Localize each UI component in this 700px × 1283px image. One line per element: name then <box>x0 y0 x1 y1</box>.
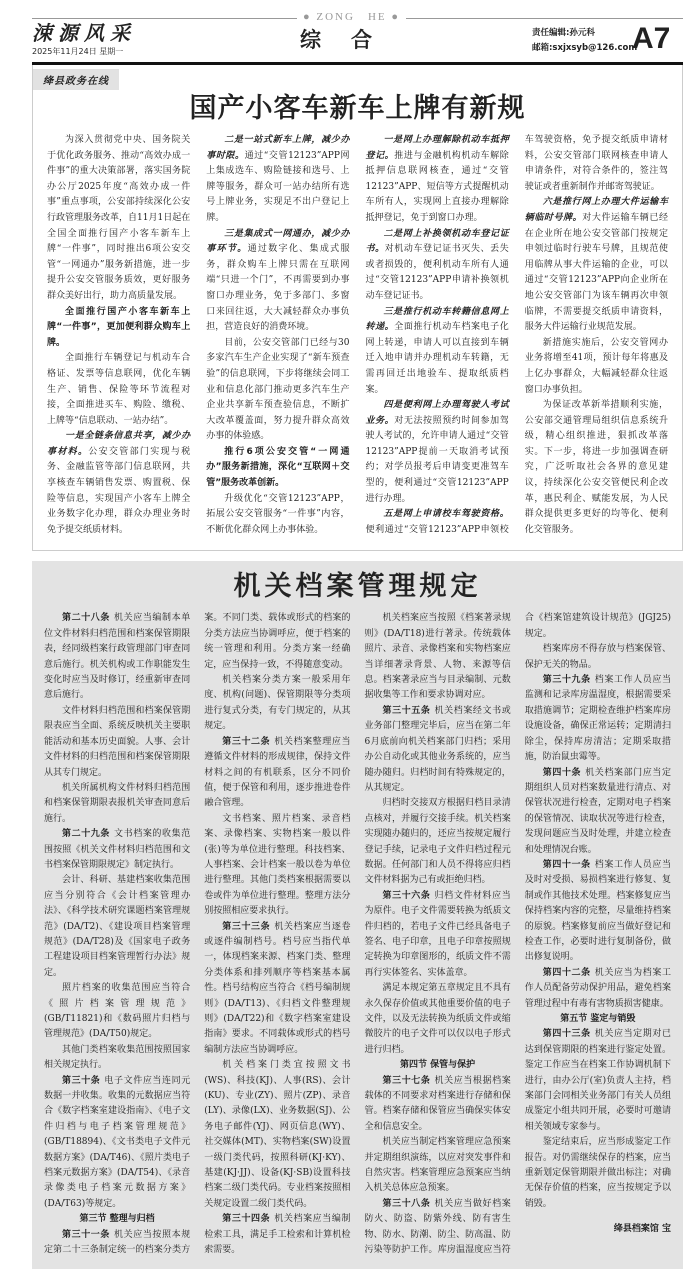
paragraph <box>204 735 350 812</box>
paragraph-text: 文书档案、照片档案、录音档案、录像档案、实物档案一般以件(张)等为单位进行整理。科技档案、人事档案、会计档案一般以卷为单位进行整理。其他门类档案根据需要以卷或件为单位进行整理。整理方法分别按照相应要求执行。 <box>204 813 351 917</box>
section-heading: 第四节 保管与保护 <box>400 1060 476 1071</box>
section-heading: 第五节 鉴定与销毁 <box>560 1014 636 1024</box>
paragraph <box>44 981 190 1043</box>
subheading: 推行6项公安交管“一网通办”服务新措施，深化“互联网＋交管”服务改革创新。 <box>206 446 350 489</box>
paragraph <box>366 227 509 305</box>
paragraph <box>206 133 349 227</box>
paragraph <box>204 1058 350 1212</box>
paragraph-text: 机关档案部门应当定期组织人员对档案数量进行清点、对保管状况进行检查，定期对电子档案的保管情况、读取状况等进行检查，发现问题应当及时处理，并建立检查和处理情况台账。 <box>524 767 671 855</box>
issue-date: 2025年11月24日 星期一 <box>32 47 124 56</box>
paragraph <box>365 1135 511 1197</box>
paragraph <box>525 966 671 1012</box>
paragraph <box>525 858 671 966</box>
paragraph-text: 全面推行车辆登记与机动车合格证、发票等信息联网，优化车辆生产、销售、保险等环节流程对接，全面推进买车、购险、缴税、上牌等“信息联动、一站办结”。 <box>47 353 191 426</box>
paragraph-lead: 第三十六条 <box>382 890 431 901</box>
article-car-plates <box>32 65 683 551</box>
paragraph-lead: 五是网上申请校车驾驶资格。 <box>383 509 509 520</box>
editor-email: 邮箱:sxjxsyb@126.com <box>532 43 638 53</box>
paragraph-text: 电子文件应当连同元数据一并收集。收集的元数据应当符合《数字档案室建设指南》、《电子文件归档与电子档案管理规范》(GB/T18894)、《文书类电子文件元数据方案》(DA/T46)、《照片类电子档案元数据方案》(DA/T54)、《录音录像类电子档案元数据方案》(DA/T63)等规定。 <box>44 1075 191 1209</box>
paragraph <box>206 227 349 336</box>
paragraph-lead: 三是集成式一网通办，减少办事环节。 <box>206 228 350 255</box>
paragraph-text: 通过“交管12123”APP网上集成选车、购险链接和选号、上牌等服务，群众可一站办结所有选号上牌业务，实现足不出户登记上牌。 <box>206 150 350 223</box>
paragraph-text: 文件材料归档范围和档案保管期限表应当全面、系统反映机关主要职能活动和基本历史面貌。人事、会计文件材料的归档范围和档案保管期限从其专门规定。 <box>44 705 191 778</box>
paragraph-lead: 第三十四条 <box>222 1214 271 1225</box>
paragraph <box>365 796 511 888</box>
paragraph <box>204 812 350 920</box>
paragraph-lead: 第三十八条 <box>382 1198 431 1209</box>
paragraph-text: 档案工作人员应当监测和记录库房温湿度，根据需要采取措施调节；定期检查维护档案库房设施设备，确保正常运转；定期清扫除尘，保持库房清洁；定期采取措施，防治鼠虫霉等。 <box>524 675 671 763</box>
article-body <box>44 611 671 1258</box>
article-title: 机关档案管理规定 <box>233 571 482 603</box>
paragraph <box>365 981 511 1058</box>
paragraph <box>44 1043 190 1074</box>
section-name: 综合 <box>300 27 402 52</box>
masthead: 涑源风采 <box>32 22 140 44</box>
paragraph-text: 机关应当定期对已达到保管期限的档案进行鉴定处置。鉴定工作应当在档案工作协调机制下进行，由办公厅(室)负责人主持，档案部门会同相关业务部门有关人员组成鉴定小组共同开展，必要时可邀请相关领域专家参与。 <box>524 1029 671 1132</box>
paragraph <box>47 429 190 538</box>
paragraph-lead: 第三十条 <box>62 1075 101 1086</box>
paragraph <box>365 1074 511 1136</box>
paragraph <box>206 336 349 445</box>
paragraph-text: 目前，公安交管部门已经与30多家汽车生产企业实现了“新车预查验”的信息联网，下步将继续会同工业和信息化部门推动更多汽车生产企业共享新车预查验信息，不断扩大改革覆盖面，努力提升群众高效办事的体验感。 <box>206 337 350 442</box>
paragraph <box>365 704 511 796</box>
paragraph-lead: 第三十七条 <box>382 1075 431 1086</box>
paragraph-lead: 第三十一条 <box>62 1229 111 1240</box>
paragraph-lead: 第三十三条 <box>222 921 271 932</box>
subheading: 全面推行国产小客车新车上牌“一件事”，更加便利群众购车上牌。 <box>47 306 191 348</box>
paragraph-text: 机关档案经文书或业务部门整理完毕后，应当在第二年6月底前向机关档案部门归档；采用办公自动化或其他业务系统的，应当随办随归。归档时间有特殊规定的，从其规定。 <box>364 705 511 793</box>
paragraph-lead: 四是便利网上办理驾驶人考试业务。 <box>365 400 509 426</box>
paragraph-lead: 一是网上办理解除机动车抵押登记。 <box>365 135 509 161</box>
paragraph-text: 机关应当做好档案防火、防盗、防紫外线、防有害生物、防水、防潮、防尘、防高温、防污染等防护工作。库房温湿度应当符合《档案馆建筑设计规范》(JGJ25)规定。 <box>364 613 671 1256</box>
paragraph-text: 档案工作人员应当及时对受损、易损档案进行修复、复制或作其他技术处理。档案修复应当保持档案内容的完整，尽量维持档案的原貌。档案修复前应当做好登记和检查工作，必要时进行复制备份，做出修复说明。 <box>524 859 671 963</box>
paragraph-lead: 第三十二条 <box>222 736 271 747</box>
paragraph-text: 机关所属机构文件材料归档范围和档案保管期限表报机关审查同意后施行。 <box>44 782 191 824</box>
page-number: A7 <box>632 22 671 55</box>
paragraph-text: 公安交管部门实现与税务、金融监管等部门信息联网，共享核查车辆销售发票、购置税、保险等信息，实现国产小客车上牌全业务数字化办理，群众办理业务时免予提交纸质材料。 <box>47 446 191 535</box>
paragraph-lead: 第三十五条 <box>382 705 431 716</box>
column-tag: 绛县政务在线 <box>33 69 119 90</box>
paragraph-text: 机关档案整理应当遵循文件材料的形成规律，保持文件材料之间的有机联系，区分不同价值，便于保管和利用，逐步推进卷件融合管理。 <box>204 736 351 809</box>
page-header <box>32 0 683 62</box>
paragraph-lead: 三是推行机动车转籍信息网上转递。 <box>365 306 509 333</box>
paragraph <box>204 673 350 735</box>
paragraph-text: 会计、科研、基建档案收集范围应当分别符合《会计档案管理办法》、《科学技术研究课题档案管理规范》(DA/T2)、《建设项目档案管理规范》(DA/T28)及《国家电子政务工程建设项目档案管理暂行办法》规定。 <box>44 875 191 978</box>
paragraph <box>366 133 509 227</box>
paragraph-text: 对大件运输车辆已经在企业所在地公安交管部门按规定申领过临时行驶车号牌，且规范使用临牌从事大件运输的企业，可以通过“交管12123”APP向企业所在地公安交管部门为该车辆再次申领临牌，不需要提交纸质申请资料，服务大件运输行业规范发展。 <box>524 212 668 333</box>
paragraph <box>206 492 349 539</box>
paragraph-lead: 第四十条 <box>542 767 582 778</box>
paragraph <box>366 398 509 507</box>
paragraph-text: 机关应当根据档案载体的不同要求对档案进行存储和保管。档案存储和保管应当确保实体安全和信息安全。 <box>364 1075 511 1132</box>
paragraph <box>525 1027 671 1135</box>
paragraph-lead: 二是网上补换领机动车登记证书。 <box>365 228 509 255</box>
paragraph <box>525 673 671 765</box>
paragraph-text: 机关应当编制本单位文件材料归档范围和档案保管期限表，经同级档案行政管理部门审查同意后施行。机关机构或工作职能发生变化时应当及时修订，经重新审查同意后施行。 <box>44 613 191 701</box>
paragraph-text: 通过数字化、集成式服务，群众购车上牌只需在互联网端“只进一个门”，不再需要到办事窗口办理业务，免于多部门、多窗口来回往返，大大减轻群众办事负担，营造良好的消费环境。 <box>206 244 350 333</box>
paragraph-lead: 第四十三条 <box>542 1029 591 1040</box>
byline: 绛县档案馆 宝 <box>613 1224 671 1235</box>
paragraph-text: 推进与金融机构机动车解除抵押信息联网核查，通过“交管12123”APP、短信等方式提醒机动车所有人，实现网上直接办理解除抵押登记，免于到窗口办理。 <box>365 150 509 223</box>
paragraph-lead: 第四十二条 <box>542 967 591 978</box>
editor-name: 责任编辑:孙元科 <box>532 28 595 38</box>
paragraph <box>204 1212 350 1258</box>
paragraph <box>44 781 190 827</box>
paragraph-text: 机关档案门类宜按照文书(WS)、科技(KJ)、人事(RS)、会计(KU)、专业(ZY)、照片(ZP)、录音(LY)、录像(LX)、业务数据(SJ)、公务电子邮件(YJ)、网页信息(WY)、社交媒体(MT)、实物档案(SW)设置一级门类代码，按照科研(KJ·KY)、基建(KJ·JJ)、设备(KJ·SB)设置科技档案二级门类代码。专业档案按照相关规定设置二级门类代码。 <box>204 1060 351 1209</box>
paragraph-lead: 第二十八条 <box>62 613 111 624</box>
paragraph <box>47 133 190 305</box>
paragraph <box>366 305 509 399</box>
paragraph-text: 升级优化“交管12123”APP，拓展公安交管服务“一件事”内容，不断优化群众网上办事体验。 <box>206 493 350 535</box>
paragraph-text: 满足本规定第五章规定且不具有永久保存价值或其他重要价值的电子文件，以及无法转换为纸质文件或缩微胶片的电子文件可以仅以电子形式进行归档。 <box>364 983 511 1055</box>
paragraph-text: 档案库房不得存放与档案保管、保护无关的物品。 <box>524 644 671 670</box>
paragraph-text: 新措施实施后，公安交管网办业务将增至41项，预计每年将惠及上亿办事群众，大幅减轻群众往返窗口办事负担。 <box>524 337 668 395</box>
paragraph-text: 机关档案分类方案一般采用年度、机构(问题)、保管期限等分类项进行复式分类，有专门规定的，从其规定。 <box>204 675 351 732</box>
paragraph-text: 文书档案的收集范围按照《机关文件材料归档范围和文书档案保管期限规定》制定执行。 <box>44 829 191 870</box>
article-title: 国产小客车新车上牌有新规 <box>189 93 526 124</box>
paragraph-lead: 一是全链条信息共享，减少办事材料。 <box>47 431 191 457</box>
paragraph <box>44 704 190 781</box>
paragraph-text: 鉴定结束后，应当形成鉴定工作报告。对仍需继续保存的档案，应当重新划定保管期限并做出标注；对确无保存价值的档案，应当按规定予以销毁。 <box>524 1137 671 1209</box>
paragraph <box>525 766 671 858</box>
paragraph <box>525 1135 671 1212</box>
paragraph <box>525 642 671 673</box>
editor-info <box>532 26 637 56</box>
paragraph-text: 归档文件材料应当为原件。电子文件需要转换为纸质文件归档的，若电子文件已经具备电子签名、电子印章，且电子印章按照规定转换为印章图形的，纸质文件不需再行实体签名、实体盖章。 <box>364 890 511 978</box>
paragraph-lead: 六是推行网上办理大件运输车辆临时号牌。 <box>524 197 668 223</box>
paragraph-text: 机关档案应当编制检索工具，满足手工检索和计算机检索需要。 <box>204 1214 351 1256</box>
paragraph-text: 为深入贯彻党中央、国务院关于优化政务服务、推动“高效办成一件事”的重大决策部署，落实国务院办公厅2025年度“高效办成一件事”重点事项，公安部持续深化公安行政管理服务改革，自11月1日起在全国全面推行国产小客车新车上牌“一件事”，同时推出6项公安交管“一网通办”服务新措施，进一步提升公安交管服务质效，更好服务群众美好出行，助力高质量发展。 <box>47 135 191 301</box>
paragraph <box>44 873 190 981</box>
paragraph-text: 对无法按照预约时间参加驾驶人考试的，允许申请人通过“交管12123”APP提前一天取消考试预约；对学员报考后申请变更准驾车型的，便利通过“交管12123”APP进行办理。 <box>365 415 509 504</box>
paragraph-lead: 二是一站式新车上牌，减少办事时限。 <box>206 135 350 161</box>
paragraph-text: 归档时交接双方根据归档目录清点核对，并履行交接手续。机关档案实现随办随归的，还应当按规定履行登记手续，记录电子文件归档过程元数据。任何部门和人员不得将应归档文件材料据为己有或拒绝归档。 <box>364 798 511 886</box>
paragraph-text: 为保证改革新举措顺利实施，公安部交通管理局组织信息系统升级，精心组织推进，狠抓改革落实。下一步，将进一步加强调查研究，广泛听取社会各界的意见建议，持续深化公安交管便民利企改革，惠民利企、赋能发展，为人民群众提供更多更好的均等化、便利化交管服务。 <box>524 400 668 535</box>
paragraph <box>525 336 668 398</box>
article-body <box>47 133 668 538</box>
paragraph-lead: 第二十九条 <box>62 829 111 840</box>
paragraph-text: 机关应当按照本规定第二十三条制定统一的档案分类方案。不同门类、载体或形式的档案的分类方法应当协调呼应，便于档案的统一管理和利用。分类方案一经确定，应当保持一致，不得随意变动。 <box>44 613 351 1256</box>
paragraph-text: 机关应当为档案工作人员配备劳动保护用品，避免档案管理过程中有毒有害物质损害健康。 <box>524 967 671 1009</box>
article-archive-rules <box>32 561 683 1268</box>
paragraph-text: 全面推行机动车档案电子化网上转递，申请人可以直接到车辆迁入地申请并办理机动车转籍，无需再回迁出地验车、提取纸质档案。 <box>365 322 509 395</box>
paragraph <box>204 920 350 1059</box>
paragraph-text: 机关档案应当按照《档案著录规则》(DA/T18)进行著录。传统载体照片、录音、录像档案和实物档案应当详细著录背景、人物、来源等信息。档案著录应当与目录编制、元数据收集等工作和要求协调对应。 <box>364 613 511 701</box>
section-pinyin: ● ZONG HE ● <box>297 10 406 24</box>
paragraph-text: 机关档案应当逐卷或逐件编制档号。档号应当指代单一，体现档案来源、档案门类、整理分类体系和排列顺序等档案基本属性。档号结构应当符合《档号编制规则》(DA/T13)、《归档文件整理规则》(DA/T22)和《数字档案室建设指南》要求。不同载体或形式的档号编制方法应当协调呼应。 <box>204 921 351 1055</box>
paragraph-text: 便利通过“交管12123”APP申领校车驾驶资格，免予提交纸质申请材料，公安交管部门联网核查申请人申请条件，对符合条件的，签注驾驶证或者重新制作并邮寄驾驶证。 <box>365 135 668 535</box>
paragraph-lead: 第三十九条 <box>542 675 591 686</box>
paragraph-lead: 第四十一条 <box>542 859 591 870</box>
paragraph <box>44 1074 190 1213</box>
paragraph-text: 照片档案的收集范围应当符合《照片档案管理规范》(GB/T11821)和《数码照片归档与管理规范》(DA/T50)规定。 <box>44 983 191 1040</box>
paragraph <box>365 611 511 703</box>
paragraph <box>44 611 190 703</box>
paragraph <box>44 827 190 873</box>
paragraph-text: 机关应当制定档案管理应急预案并定期组织演练，以应对突发事件和自然灾害。档案管理应急预案应当纳入机关总体应急预案。 <box>364 1137 511 1194</box>
paragraph <box>47 351 190 429</box>
paragraph <box>525 398 668 538</box>
paragraph <box>525 195 668 335</box>
paragraph-text: 对机动车登记证书灭失、丢失或者损毁的，便利机动车所有人通过“交管12123”APP申请补换领机动车登记证书。 <box>365 244 509 301</box>
section-heading: 第三节 整理与归档 <box>79 1214 155 1225</box>
paragraph <box>365 889 511 981</box>
paragraph-text: 其他门类档案收集范围按照国家相关规定执行。 <box>44 1044 191 1071</box>
